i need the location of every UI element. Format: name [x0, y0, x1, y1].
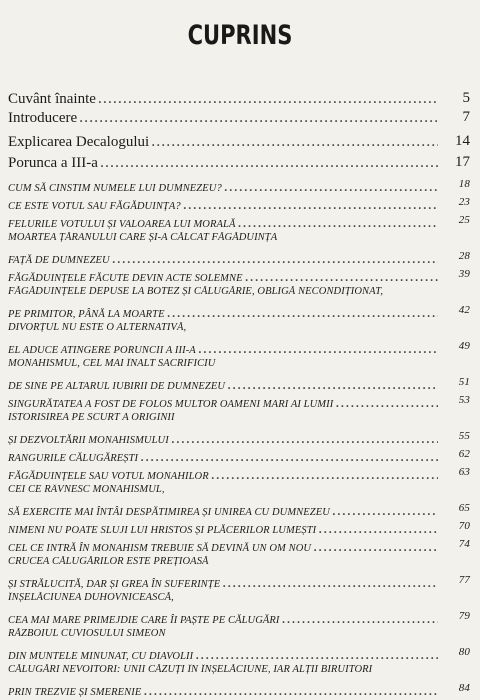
toc-entry-line: [8, 502, 440, 520]
toc-page-number: 17: [455, 154, 470, 170]
toc-page-number: 18: [458, 178, 470, 190]
toc-entry-title: Introducere: [8, 110, 78, 126]
toc-section-entry: [0, 448, 480, 466]
toc-entry-line: [8, 412, 466, 423]
toc-entry-line: [8, 556, 466, 567]
toc-entry-line: [8, 628, 466, 639]
toc-entry-line: [8, 178, 440, 196]
toc-section-entry: [0, 232, 480, 268]
toc-entry-title: SINGURĂTATEA A FOST DE FOLOS MULTOR OAMENI MARI AI LUMII: [8, 399, 334, 410]
toc-page-number: 51: [458, 376, 470, 388]
toc-chapter-entry: [0, 109, 480, 127]
dot-leader: [183, 196, 438, 214]
toc-entry-title: Explicarea Decalogului: [8, 134, 150, 150]
toc-page-number: 74: [458, 538, 470, 550]
toc-entry-line: [8, 376, 440, 394]
toc-section-entry: [0, 286, 480, 322]
toc-page-number: 70: [458, 520, 470, 532]
toc-chapter-entry: [0, 154, 480, 172]
dot-leader: [171, 430, 438, 448]
toc-entry-line: [8, 466, 440, 484]
toc-page-number: 80: [458, 646, 470, 658]
toc-entry-title: CĂLUGĂRI NEVOITORI: UNII CĂZUȚI ÎN ÎNȘELĂCIUNE, IAR ALȚII BIRUITORI: [8, 664, 373, 675]
dot-leader: [195, 646, 438, 664]
dot-leader: [332, 502, 438, 520]
dot-leader: [112, 250, 438, 268]
dot-leader: [313, 538, 438, 556]
toc-entry-title: FELURILE VOTULUI ȘI VALOAREA LUI MORALĂ: [8, 219, 236, 230]
toc-page-number: 62: [458, 448, 470, 460]
toc-section-entry: [0, 394, 480, 412]
toc-entry-line: [8, 682, 440, 700]
toc-entry-title: FĂGĂDUINȚELE SAU VOTUL MONAHILOR: [8, 471, 209, 482]
dot-leader: [167, 304, 438, 322]
dot-leader: [237, 214, 438, 232]
dot-leader: [98, 90, 438, 108]
toc-entry-line: [8, 358, 466, 369]
toc-entry-title: MOARTEA ȚĂRANULUI CARE ȘI-A CĂLCAT FĂGĂDUINȚA: [8, 232, 278, 243]
toc-entry-title: PRIN TREZVIE ȘI SMERENIE: [8, 687, 142, 698]
dot-leader: [79, 109, 438, 127]
toc-entry-line: [8, 592, 466, 603]
toc-page-number: 14: [455, 133, 470, 149]
toc-entry-line: [8, 394, 440, 412]
toc-entry-title: DIVORȚUL NU ESTE O ALTERNATIVĂ,: [8, 322, 187, 333]
toc-page-number: 79: [458, 610, 470, 622]
toc-entry-line: [8, 232, 466, 243]
toc-entry-line: [8, 154, 440, 172]
toc-page-number: 53: [458, 394, 470, 406]
toc-entry-line: [8, 448, 440, 466]
toc-entry-line: [8, 286, 466, 297]
dot-leader: [143, 682, 438, 700]
toc-entry-title: RĂZBOIUL CUVIOSULUI SIMEON: [8, 628, 166, 639]
toc-entry-line: [8, 250, 440, 268]
dot-leader: [282, 610, 438, 628]
toc-page-number: 84: [458, 682, 470, 694]
toc-entry-line: [8, 304, 440, 322]
toc-entry-title: CEL CE INTRĂ ÎN MONAHISM TREBUIE SĂ DEVINĂ UN OM NOU: [8, 543, 312, 554]
dot-leader: [222, 574, 438, 592]
toc-entry-line: [8, 268, 440, 286]
toc-section-entry: [0, 178, 480, 196]
toc-entry-title: Porunca a III-a: [8, 155, 98, 171]
toc-section-entry: [0, 268, 480, 286]
toc-page-number: 77: [458, 574, 470, 586]
toc-entry-line: [8, 538, 440, 556]
toc-entry-line: [8, 430, 440, 448]
toc-section-entry: [0, 592, 480, 628]
toc-section-entry: [0, 520, 480, 538]
toc-section-entry: [0, 412, 480, 448]
dot-leader: [335, 394, 438, 412]
toc-entry-line: [8, 574, 440, 592]
toc-entry-title: FĂGĂDUINȚELE DEPUSE LA BOTEZ ȘI CĂLUGĂRIE, OBLIGĂ NECONDIȚIONAT,: [8, 286, 384, 297]
toc-entry-line: [8, 322, 466, 333]
dot-leader: [318, 520, 438, 538]
toc-page-number: 7: [462, 109, 470, 125]
toc-entry-line: [8, 610, 440, 628]
toc-page-number: 63: [458, 466, 470, 478]
toc-entry-title: FĂGĂDUINȚELE FĂCUTE DEVIN ACTE SOLEMNE: [8, 273, 243, 284]
toc-entry-title: ȘI DEZVOLTĂRII MONAHISMULUI: [8, 435, 169, 446]
toc-chapter-entry: [0, 90, 480, 108]
toc-entry-line: [8, 484, 466, 495]
toc-entry-title: DE SINE PE ALTARUL IUBIRII DE DUMNEZEU: [8, 381, 226, 392]
toc-entry-title: Cuvânt înainte: [8, 91, 96, 107]
toc-section-entry: [0, 556, 480, 592]
toc-section-entry: [0, 358, 480, 394]
toc-entry-title: CEA MAI MARE PRIMEJDIE CARE ÎI PAȘTE PE CĂLUGĂRI: [8, 615, 280, 626]
toc-entry-title: ÎNȘELĂCIUNEA DUHOVNICEASCĂ,: [8, 592, 174, 603]
toc-section-entry: [0, 214, 480, 232]
toc-chapter-entry: [0, 133, 480, 151]
toc-section-entry: [0, 466, 480, 484]
toc-section-entry: [0, 322, 480, 358]
page-title: CUPRINS: [187, 20, 293, 52]
toc-entry-title: ISTORISIREA PE SCURT A ORIGINII: [8, 412, 175, 423]
toc-entry-title: CE ESTE VOTUL SAU FĂGĂDUINȚA?: [8, 201, 181, 212]
dot-leader: [198, 340, 438, 358]
toc-page-number: 65: [458, 502, 470, 514]
toc-page-number: 39: [458, 268, 470, 280]
toc-page-number: 23: [458, 196, 470, 208]
dot-leader: [140, 448, 438, 466]
dot-leader: [245, 268, 438, 286]
toc-page-number: 5: [462, 90, 470, 106]
toc-entry-line: [8, 196, 440, 214]
toc-entry-line: [8, 214, 440, 232]
dot-leader: [211, 466, 438, 484]
toc-entry-title: CUM SĂ CINSTIM NUMELE LUI DUMNEZEU?: [8, 183, 222, 194]
toc-entry-title: RANGURILE CĂLUGĂREȘTI: [8, 453, 139, 464]
toc-section-entry: [0, 664, 480, 700]
toc-entry-title: PE PRIMITOR, PÂNĂ LA MOARTE: [8, 309, 165, 320]
toc-entry-line: [8, 520, 440, 538]
toc-section-entry: [0, 484, 480, 520]
toc-entry-line: [8, 109, 440, 127]
toc-entry-line: [8, 646, 440, 664]
toc-page-number: 42: [458, 304, 470, 316]
toc-entry-line: [8, 133, 440, 151]
toc-page-number: 25: [458, 214, 470, 226]
toc-entry-line: [8, 340, 440, 358]
toc-entry-title: EL ADUCE ATINGERE PORUNCII A III-A: [8, 345, 196, 356]
toc-entry-title: CEI CE RÂVNESC MONAHISMUL,: [8, 484, 165, 495]
toc-section-entry: [0, 538, 480, 556]
toc-entry-title: MONAHISMUL, CEL MAI ÎNALT SACRIFICIU: [8, 358, 216, 369]
dot-leader: [224, 178, 438, 196]
toc-page-number: 55: [458, 430, 470, 442]
toc-section-entry: [0, 628, 480, 664]
dot-leader: [151, 133, 438, 151]
toc-entry-title: FAȚĂ DE DUMNEZEU: [8, 255, 110, 266]
dot-leader: [227, 376, 438, 394]
toc-section-entry: [0, 196, 480, 214]
toc-entry-title: SĂ EXERCITE MAI ÎNTÂI DESPĂTIMIREA ȘI UNIREA CU DUMNEZEU: [8, 507, 330, 518]
toc-entry-line: [8, 90, 440, 108]
dot-leader: [100, 154, 438, 172]
toc-entry-line: [8, 664, 466, 675]
toc-entry-title: ȘI STRĂLUCITĂ, DAR ȘI GREA ÎN SUFERINȚE: [8, 579, 221, 590]
toc-entry-title: DIN MUNTELE MINUNAT, CU DIAVOLII: [8, 651, 194, 662]
toc-entry-title: NIMENI NU POATE SLUJI LUI HRISTOS ȘI PLĂCERILOR LUMEȘTI: [8, 525, 317, 536]
toc-page-number: 28: [458, 250, 470, 262]
toc-page-number: 49: [458, 340, 470, 352]
toc-entry-title: CRUCEA CĂLUGĂRILOR ESTE PREȚIOASĂ: [8, 556, 209, 567]
